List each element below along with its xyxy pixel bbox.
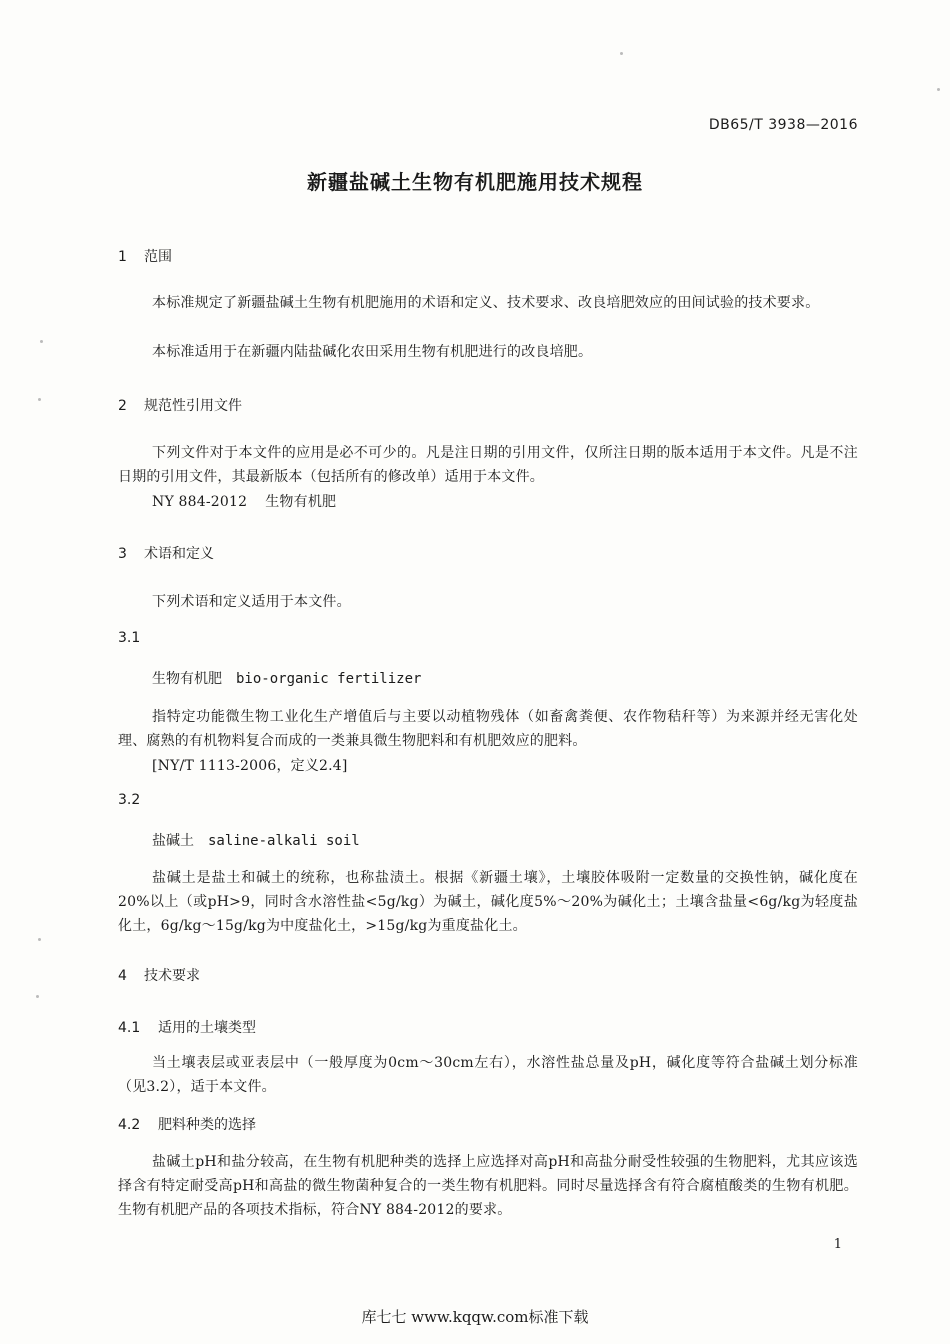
section-title: 规范性引用文件 [144,398,242,414]
section-title: 范围 [144,249,172,265]
subsection-4-1-heading [118,1017,858,1037]
term-3-1-source: [NY/T 1113-2006，定义2.4] [152,758,348,774]
section-number: 3 [118,546,127,562]
section-3-heading [118,543,858,563]
section-number: 1 [118,249,127,265]
section-1-heading [118,246,858,266]
standard-code: DB65/T 3938—2016 [708,117,858,133]
scan-speck [38,938,41,941]
term-3-1 [118,668,892,688]
term-english: bio-organic fertilizer [236,671,422,687]
term-english: saline-alkali soil [208,833,360,849]
page-number: 1 [833,1237,842,1252]
term-chinese: 生物有机肥 [152,671,222,687]
section-2-heading [118,395,858,415]
term-3-1-definition: 指特定功能微生物工业化生产增值后与主要以动植物残体（如畜禽粪便、农作物秸秆等）为来源并经无害化处理、腐熟的有机物料复合而成的一类兼具微生物肥料和有机肥效应的肥料。 [118,709,858,749]
section-4-heading [118,965,858,985]
scan-speck [36,995,39,998]
subsection-4-2-paragraph: 盐碱土pH和盐分较高，在生物有机肥种类的选择上应选择对高pH和高盐分耐受性较强的生物肥料，尤其应该选择含有特定耐受高pH和高盐的微生物菌种复合的一类生物有机肥料。同时尽量选择含有符合腐植酸类的生物有机肥。生物有机肥产品的各项技术指标，符合NY 884-2012的要求。 [118,1154,858,1218]
document-title: 新疆盐碱土生物有机肥施用技术规程 [307,170,643,194]
section-1-paragraph-2: 本标准适用于在新疆内陆盐碱化农田采用生物有机肥进行的改良培肥。 [152,344,593,360]
section-title: 技术要求 [144,968,200,984]
reference-title: 生物有机肥 [265,494,337,510]
section-2-paragraph-1: 下列文件对于本文件的应用是必不可少的。凡是注日期的引用文件，仅所注日期的版本适用于本文件。凡是不注日期的引用文件，其最新版本（包括所有的修改单）适用于本文件。 [118,445,858,485]
subsection-title: 肥料种类的选择 [158,1117,256,1133]
subsection-number: 4.1 [118,1020,141,1036]
section-number: 4 [118,968,127,984]
normative-reference [118,490,858,514]
term-3-2 [118,830,892,850]
scan-speck [937,88,940,91]
subsection-4-1-paragraph: 当土壤表层或亚表层中（一般厚度为0cm～30cm左右），水溶性盐总量及pH，碱化度等符合盐碱土划分标准（见3.2），适于本文件。 [118,1055,858,1095]
term-3-1-number: 3.1 [118,630,141,646]
footer-watermark: 库七七 www.kqqw.com标准下载 [361,1308,589,1326]
term-chinese: 盐碱土 [152,833,194,849]
term-3-2-number: 3.2 [118,792,141,808]
subsection-number: 4.2 [118,1117,141,1133]
subsection-title: 适用的土壤类型 [158,1020,256,1036]
section-number: 2 [118,398,127,414]
scan-speck [40,340,43,343]
section-3-paragraph-1: 下列术语和定义适用于本文件。 [152,594,351,610]
reference-code: NY 884-2012 [152,494,248,510]
section-title: 术语和定义 [144,546,214,562]
term-3-2-definition: 盐碱土是盐土和碱土的统称，也称盐渍土。根据《新疆土壤》，土壤胶体吸附一定数量的交换性钠，碱化度在20%以上（或pH>9，同时含水溶性盐<5g/kg）为碱土，碱化度5%～20%为碱化土；土壤含盐量<6g/kg为轻度盐化土，6g/kg～15g/kg为中度盐化土，>15g/kg为重度盐化土。 [118,870,858,934]
subsection-4-2-heading [118,1114,858,1134]
scan-speck [620,52,623,55]
scan-speck [38,398,41,401]
section-1-paragraph-1: 本标准规定了新疆盐碱土生物有机肥施用的术语和定义、技术要求、改良培肥效应的田间试验的技术要求。 [152,295,820,311]
